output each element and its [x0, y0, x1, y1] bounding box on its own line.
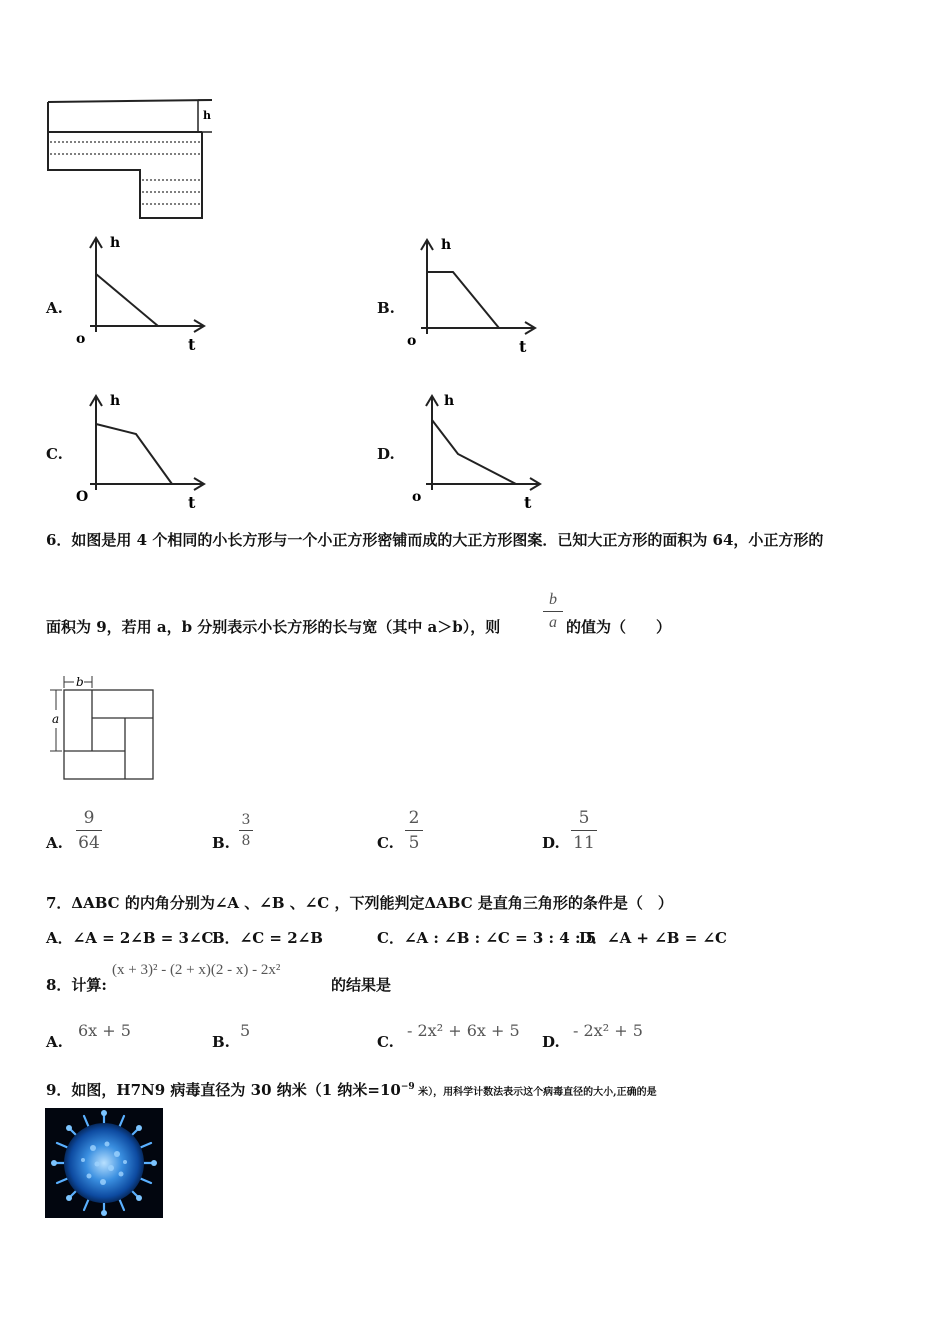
q6-stem-line2: [46, 616, 500, 637]
q5-option-b-label[interactable]: B.: [377, 299, 395, 317]
q5-option-d-label[interactable]: D.: [377, 445, 395, 463]
q6-option-d-label[interactable]: D.: [542, 834, 560, 852]
q8-option-d-label[interactable]: D.: [542, 1033, 560, 1051]
q8-expression: (x + 3)² - (2 + x)(2 - x) - 2x²: [112, 962, 281, 978]
q9-stem: [46, 1079, 657, 1100]
q8-option-b-label[interactable]: B.: [212, 1033, 230, 1051]
q5-graph-d[interactable]: [406, 390, 551, 515]
q6-fig-label-b: b: [76, 675, 84, 689]
q5-b-axis-h: h: [441, 237, 452, 253]
q7-option-b[interactable]: B．∠C = 2∠B: [212, 929, 323, 947]
q5-graph-b[interactable]: [401, 234, 546, 359]
q6-stem-fraction: b a: [543, 591, 563, 632]
q7-option-a[interactable]: A．∠A = 2∠B = 3∠C: [46, 929, 214, 947]
q5-option-c-label[interactable]: C.: [46, 445, 63, 463]
q6-stem-line1: 6．如图是用 4 个相同的小长方形与一个小正方形密铺而成的大正方形图案．已知大正方形的面积为 64，小正方形的: [46, 531, 824, 549]
q5-d-axis-h: h: [444, 393, 455, 409]
tank-h-label: h: [203, 109, 211, 122]
q8-option-b-value[interactable]: 5: [240, 1021, 251, 1040]
q8-label: 8．计算:: [46, 976, 107, 994]
q5-a-axis-h: h: [110, 235, 121, 251]
q7-option-d[interactable]: D．∠A + ∠B = ∠C: [579, 929, 727, 947]
q6-stem-line2-post: 的值为（ ）: [566, 618, 672, 636]
q6-option-c-fraction[interactable]: 2 5: [405, 808, 423, 853]
q5-a-origin: o: [76, 331, 86, 347]
q8-post: 的结果是: [331, 976, 392, 994]
q5-d-origin: o: [412, 489, 422, 505]
q9-stem-main: 9．如图，H7N9 病毒直径为 30 纳米（1 纳米=10: [46, 1081, 401, 1099]
q5-graph-c[interactable]: [70, 390, 215, 515]
q7-option-c[interactable]: C．∠A : ∠B : ∠C = 3 : 4 : 5: [377, 929, 597, 947]
q6-figure: [44, 672, 159, 784]
q9-stem-unit: 米）: [414, 1087, 434, 1098]
q6-option-c-label[interactable]: C.: [377, 834, 394, 852]
q5-option-a-label[interactable]: A.: [46, 299, 63, 317]
q9-stem-tail: ，用科学计数法表示这个病毒直径的大小,正确的是: [433, 1087, 657, 1098]
q5-graph-a[interactable]: [70, 232, 215, 357]
q6-stem-line2-pre: 面积为 9，若用 a，b 分别表示小长方形的长与宽（其中 a＞b），则: [46, 618, 501, 636]
q6-option-b-fraction[interactable]: 3 8: [239, 812, 253, 849]
q5-c-axis-t: t: [188, 493, 196, 512]
virus-image: [45, 1108, 163, 1218]
q5-d-axis-t: t: [524, 493, 532, 512]
q8-option-a-label[interactable]: A.: [46, 1033, 63, 1051]
q5-a-axis-t: t: [188, 335, 196, 354]
q6-option-a-fraction[interactable]: 9 64: [76, 808, 102, 853]
q5-c-axis-h: h: [110, 393, 121, 409]
q9-stem-exponent: −9: [400, 1082, 415, 1092]
q8-option-a-value[interactable]: 6x + 5: [78, 1021, 131, 1040]
tank-figure: [44, 96, 219, 224]
q6-fig-label-a: a: [52, 712, 60, 726]
q6-option-b-label[interactable]: B.: [212, 834, 230, 852]
q5-c-origin: O: [76, 489, 89, 505]
q5-b-origin: o: [407, 333, 417, 349]
q5-b-axis-t: t: [519, 337, 527, 356]
q8-option-c-label[interactable]: C.: [377, 1033, 394, 1051]
q7-stem: 7．ΔABC 的内角分别为∠A 、∠B 、∠C ，下列能判定ΔABC 是直角三角形的条件是（ ）: [46, 894, 673, 912]
q6-option-a-label[interactable]: A.: [46, 834, 63, 852]
q8-option-c-value[interactable]: - 2x² + 6x + 5: [407, 1021, 520, 1040]
q8-option-d-value[interactable]: - 2x² + 5: [573, 1021, 643, 1040]
q6-option-d-fraction[interactable]: 5 11: [571, 808, 597, 853]
